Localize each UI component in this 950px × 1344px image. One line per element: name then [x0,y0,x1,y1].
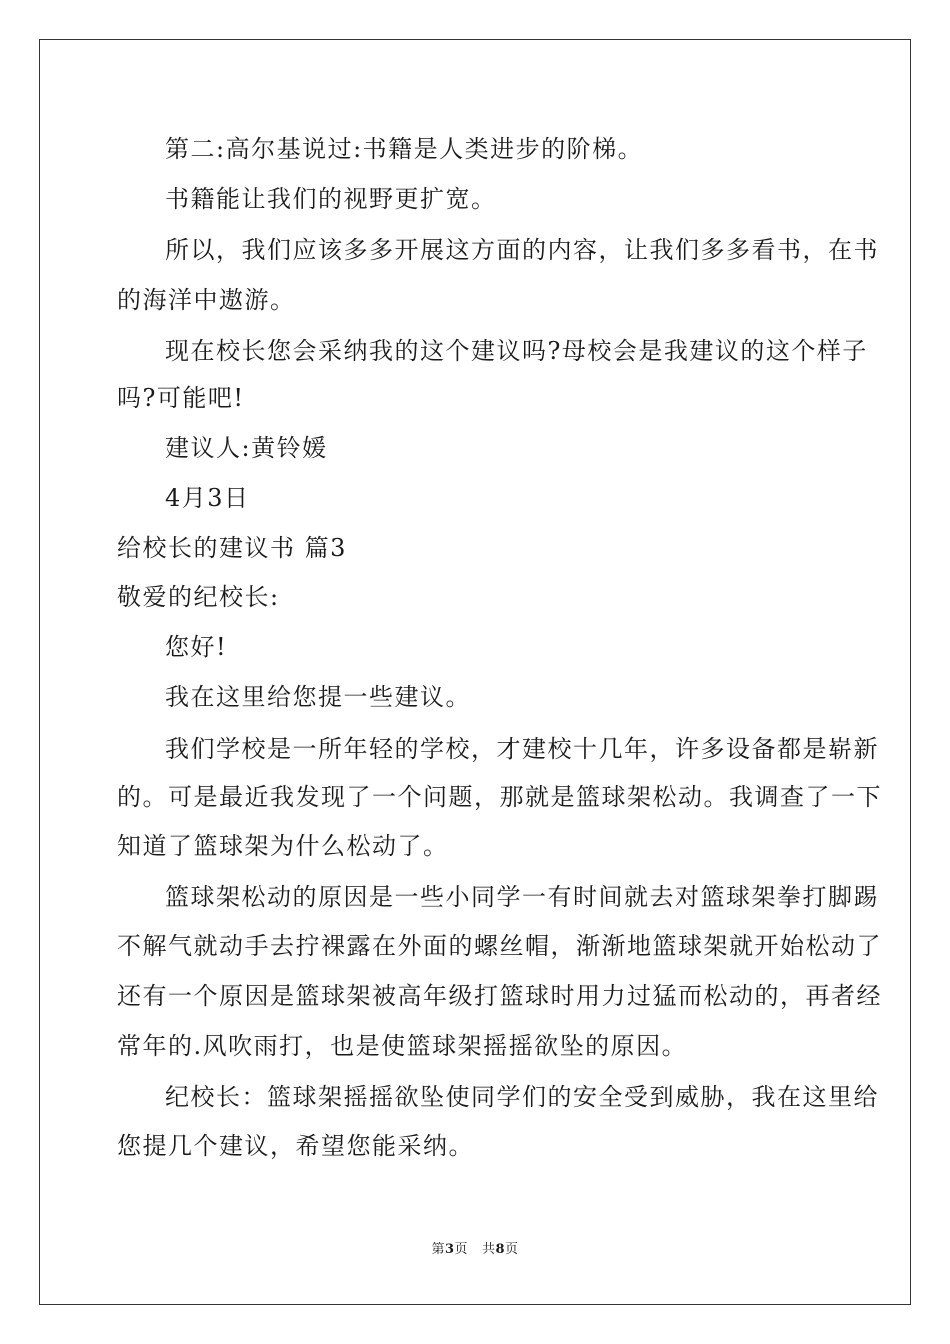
paragraph-line: 篮球架松动的原因是一些小同学一有时间就去对篮球架拳打脚踢 [165,883,879,911]
page-border [39,39,911,1305]
paragraph-line: 的海洋中遨游。 [117,286,296,314]
paragraph-line: 第二:高尔基说过:书籍是人类进步的阶梯。 [165,135,644,163]
total-label-prefix: 共 [481,1242,496,1257]
page-footer [0,1240,950,1260]
greeting: 您好! [165,633,228,661]
paragraph-line: 还有一个原因是篮球架被高年级打篮球时用力过猛而松动的，再者经 [117,982,882,1010]
paragraph-line: 纪校长：篮球架摇摇欲坠使同学们的安全受到威胁，我在这里给 [165,1083,879,1111]
page-label-suffix: 页 [454,1242,469,1257]
paragraph-line: 我在这里给您提一些建议。 [165,683,471,711]
page-number: 3 [444,1242,455,1257]
paragraph-line: 知道了篮球架为什么松动了。 [117,832,449,860]
salutation: 敬爱的纪校长: [117,583,280,611]
total-pages: 8 [495,1242,506,1257]
paragraph-line: 吗?可能吧! [117,384,245,412]
paragraph-line: 的。可是最近我发现了一个问题，那就是篮球架松动。我调查了一下 [117,783,882,811]
signature-line: 建议人:黄铃媛 [165,434,328,462]
total-label-suffix: 页 [505,1242,519,1257]
paragraph-line: 不解气就动手去拧裸露在外面的螺丝帽，渐渐地篮球架就开始松动了 [117,932,882,960]
page-label-prefix: 第 [431,1242,445,1257]
section-heading: 给校长的建议书 篇3 [117,534,347,562]
paragraph-line: 书籍能让我们的视野更扩宽。 [165,185,497,213]
paragraph-line: 我们学校是一所年轻的学校，才建校十几年，许多设备都是崭新 [165,735,879,763]
paragraph-line: 您提几个建议，希望您能采纳。 [117,1132,474,1160]
paragraph-line: 现在校长您会采纳我的这个建议吗?母校会是我建议的这个样子 [165,337,868,365]
date-line: 4月3日 [165,484,250,512]
paragraph-line: 所以，我们应该多多开展这方面的内容，让我们多多看书，在书 [165,236,879,264]
paragraph-line: 常年的.风吹雨打，也是使篮球架摇摇欲坠的原因。 [117,1032,688,1060]
